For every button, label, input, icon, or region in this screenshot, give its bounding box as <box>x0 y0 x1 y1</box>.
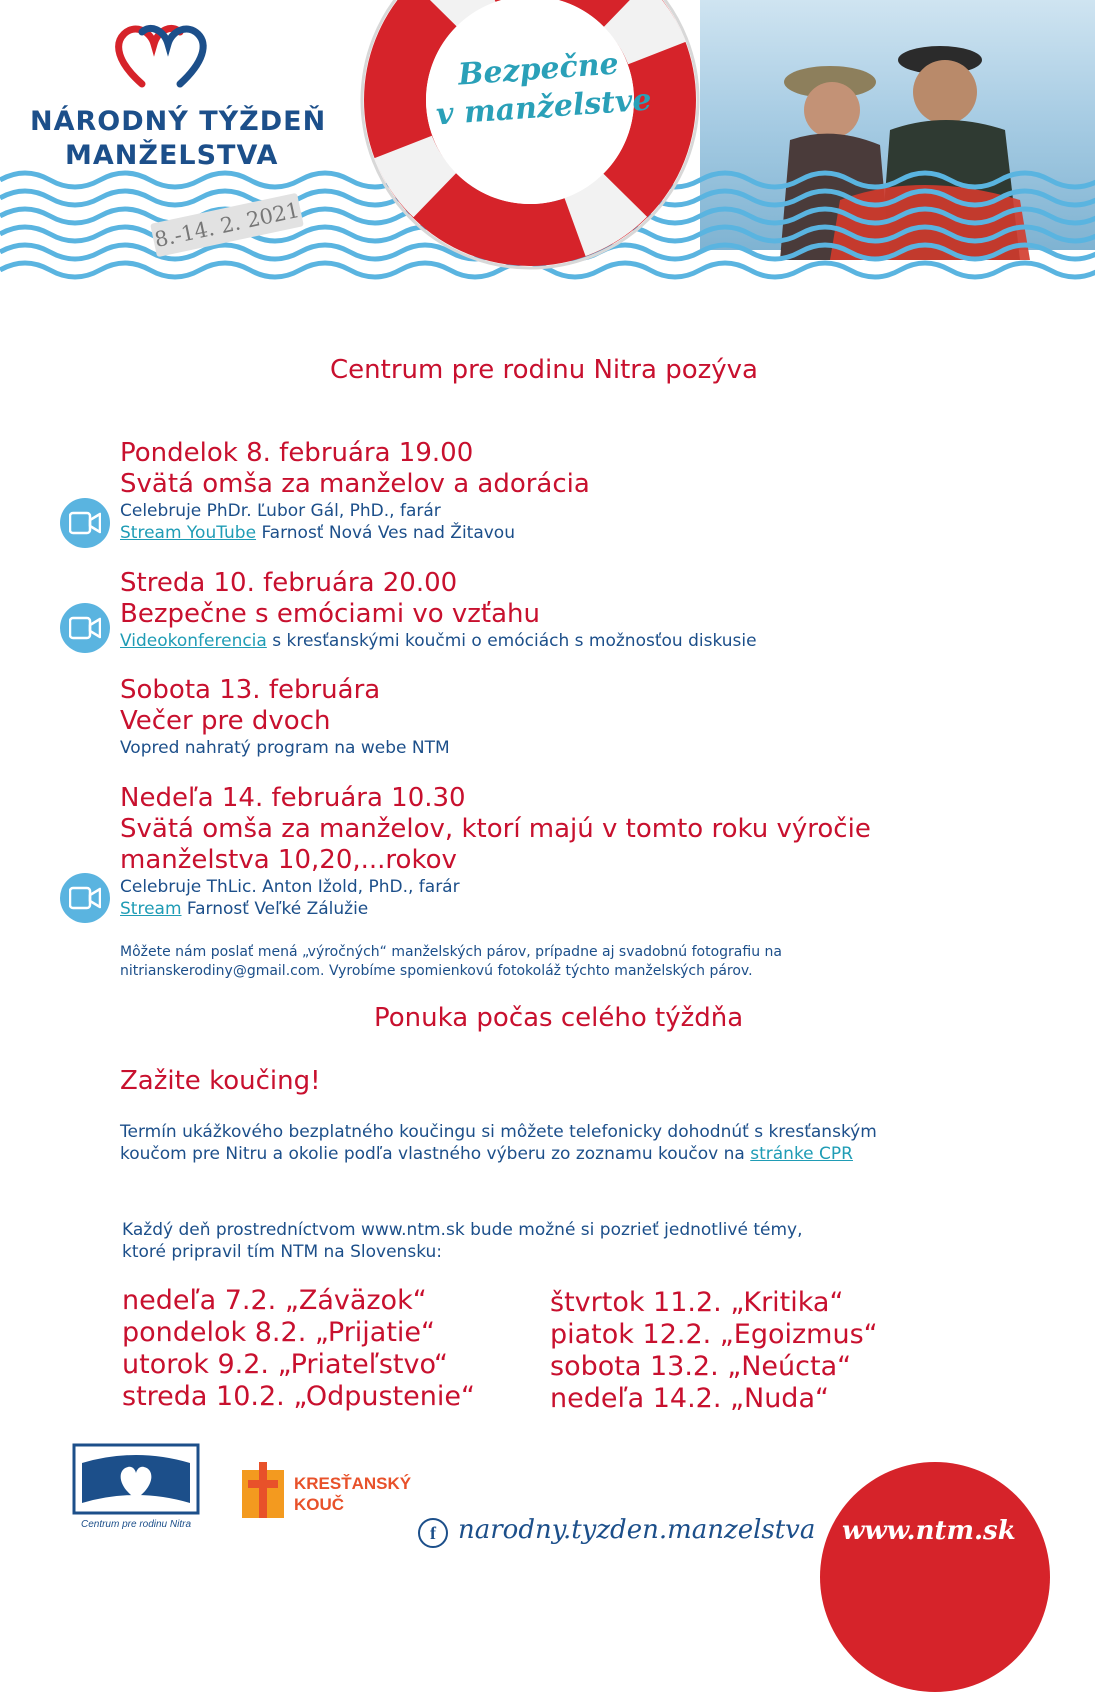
cross-logo-icon <box>242 1462 284 1518</box>
daily-line2: ktoré pripravil tím NTM na Slovensku: <box>122 1242 443 1262</box>
themes-left-list <box>122 1285 475 1413</box>
week-offer-heading: Ponuka počas celého týždňa <box>374 1003 744 1033</box>
event-wednesday <box>120 568 757 652</box>
event-title: Bezpečne s emóciami vo vzťahu <box>120 599 540 629</box>
event-description-text: s kresťanskými koučmi o emóciách s možnosťou diskusie <box>266 631 757 651</box>
video-camera-icon <box>60 603 110 653</box>
event-stream-line <box>120 522 590 544</box>
invite-heading: Centrum pre rodinu Nitra pozýva <box>330 355 758 385</box>
theme-item: nedeľa 7.2. „Záväzok“ <box>122 1285 427 1316</box>
brand-line2: MANŽELSTVA <box>65 140 279 171</box>
theme-item: utorok 9.2. „Priateľstvo“ <box>122 1349 449 1380</box>
event-date: Pondelok 8. februára 19.00 <box>120 438 474 468</box>
event-description: Vopred nahratý program na webe NTM <box>120 738 450 758</box>
krestansky-kouc-logo <box>242 1462 412 1522</box>
anniversary-note <box>120 943 782 981</box>
slogan-line2: v manželstve <box>435 82 653 133</box>
theme-item: piatok 12.2. „Egoizmus“ <box>550 1319 878 1350</box>
lifebuoy-image <box>325 0 735 295</box>
video-camera-icon <box>60 873 110 923</box>
event-stream-line <box>120 898 871 920</box>
event-title-cont: manželstva 10,20,...rokov <box>120 845 457 875</box>
cpr-page-link[interactable]: stránke CPR <box>750 1144 853 1164</box>
event-date: Sobota 13. februára <box>120 675 381 705</box>
note-line2: nitrianskerodiny@gmail.com. Vyrobíme spomienkovú fotokoláž týchto manželských párov. <box>120 963 753 979</box>
stream-youtube-link[interactable]: Stream YouTube <box>120 523 257 543</box>
event-celebrant: Celebruje PhDr. Ľubor Gál, PhD., farár <box>120 501 441 521</box>
website-badge <box>820 1462 1050 1692</box>
coaching-text <box>120 1121 877 1165</box>
event-parish: Farnosť Nová Ves nad Žitavou <box>256 523 515 543</box>
event-parish: Farnosť Veľké Zálužie <box>181 899 369 919</box>
stream-link[interactable]: Stream <box>120 899 182 919</box>
event-celebrant: Celebruje ThLic. Anton Ižold, PhD., farár <box>120 877 460 897</box>
video-camera-icon <box>60 498 110 548</box>
theme-item: štvrtok 11.2. „Kritika“ <box>550 1287 844 1318</box>
event-title: Večer pre dvoch <box>120 706 331 736</box>
kk-line2: KOUČ <box>294 1495 345 1514</box>
daily-line1: Každý deň prostredníctvom www.ntm.sk bude možné si pozrieť jednotlivé témy, <box>122 1220 803 1240</box>
brand-line1: NÁRODNÝ TÝŽDEŇ <box>30 106 327 137</box>
event-description <box>120 630 757 652</box>
theme-item: pondelok 8.2. „Prijatie“ <box>122 1317 436 1348</box>
event-title: Svätá omša za manželov a adorácia <box>120 469 590 499</box>
coaching-line1: Termín ukážkového bezplatného koučingu si môžete telefonicky dohodnúť s kresťanským <box>120 1122 877 1142</box>
event-date: Streda 10. februára 20.00 <box>120 568 458 598</box>
website-link[interactable]: www.ntm.sk <box>842 1516 1016 1546</box>
facebook-handle: narodny.tyzden.manzelstva <box>458 1515 816 1545</box>
slogan-line1: Bezpečne <box>456 46 620 93</box>
facebook-icon: f <box>418 1518 448 1548</box>
coaching-line2-text: koučom pre Nitru a okolie podľa vlastného výberu zo zoznamu koučov na <box>120 1144 751 1164</box>
cpr-caption: Centrum pre rodinu Nitra <box>80 1519 192 1530</box>
event-date: Nedeľa 14. februára 10.30 <box>120 783 466 813</box>
theme-item: sobota 13.2. „Neúcta“ <box>550 1351 852 1382</box>
dates-stamp-text: 8.-14. 2. 2021 <box>152 197 302 253</box>
coaching-line2 <box>120 1143 877 1165</box>
header-banner <box>0 0 1095 300</box>
theme-item: streda 10.2. „Odpustenie“ <box>122 1381 475 1412</box>
cpr-logo-icon <box>72 1443 200 1515</box>
event-monday <box>120 438 590 544</box>
note-line1: Môžete nám poslať mená „výročných“ manželských párov, prípadne aj svadobnú fotografiu na <box>120 944 782 960</box>
event-sunday <box>120 783 871 920</box>
event-title: Svätá omša za manželov, ktorí majú v tomto roku výročie <box>120 814 871 844</box>
coaching-heading: Zažite koučing! <box>120 1066 321 1096</box>
hearts-logo-icon <box>112 22 212 92</box>
kk-line1: KRESŤANSKÝ <box>294 1474 412 1493</box>
cpr-logo <box>72 1443 200 1529</box>
theme-item: nedeľa 14.2. „Nuda“ <box>550 1383 829 1414</box>
event-saturday <box>120 675 450 759</box>
videoconference-link[interactable]: Videokonferencia <box>120 631 267 651</box>
daily-topics-intro <box>122 1219 802 1263</box>
themes-right-list <box>550 1287 878 1415</box>
